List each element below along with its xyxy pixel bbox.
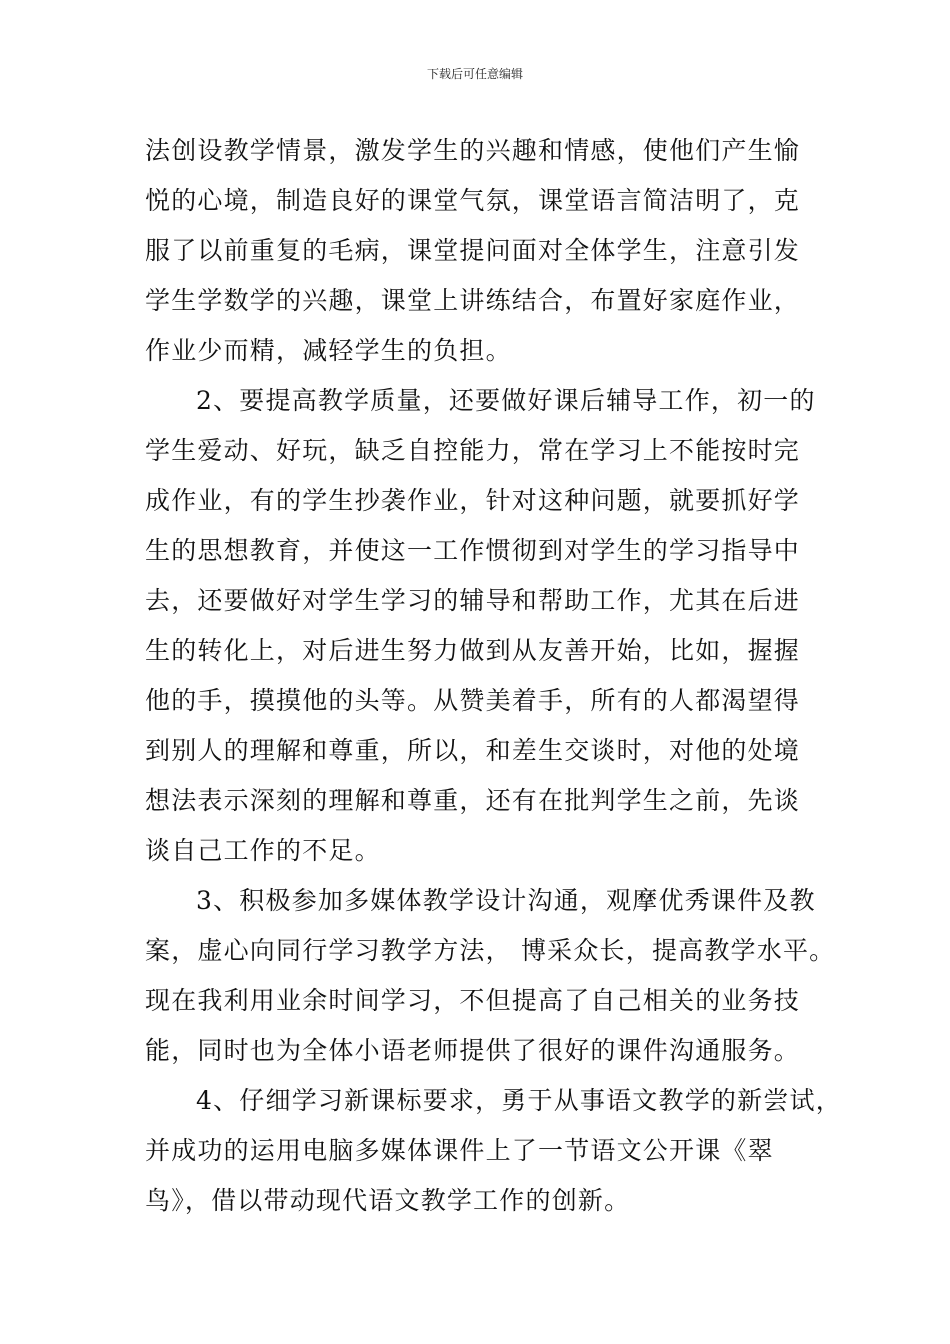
page-header: 下载后可任意编辑 <box>426 67 523 81</box>
text-line: 想法表示深刻的理解和尊重，还有在批判学生之前，先谈 <box>145 786 801 815</box>
paragraph-4-first-line: 4、仔细学习新课标要求，勇于从事语文教学的新尝试， <box>196 1086 842 1115</box>
text-line: 法创设教学情景，激发学生的兴趣和情感，使他们产生愉 <box>145 136 801 165</box>
text-line: 学生爱动、好玩，缺乏自控能力，常在学习上不能按时完 <box>145 436 801 465</box>
text-line: 学生学数学的兴趣，课堂上讲练结合，布置好家庭作业， <box>145 286 801 315</box>
text-line: 作业少而精，减轻学生的负担。 <box>145 336 512 365</box>
text-line: 案，虚心向同行学习教学方法， 博采众长，提高教学水平。 <box>145 936 836 965</box>
text-line: 他的手，摸摸他的头等。从赞美着手，所有的人都渴望得 <box>145 686 801 715</box>
text-line: 悦的心境，制造良好的课堂气氛，课堂语言简洁明了，克 <box>145 186 801 215</box>
text-line: 鸟》，借以带动现代语文教学工作的创新。 <box>145 1186 631 1215</box>
text-line: 服了以前重复的毛病，课堂提问面对全体学生，注意引发 <box>145 236 801 265</box>
paragraph-2-first-line: 2、要提高教学质量，还要做好课后辅导工作，初一的 <box>196 386 816 415</box>
text-line: 去，还要做好对学生学习的辅导和帮助工作，尤其在后进 <box>145 586 801 615</box>
text-line: 谈自己工作的不足。 <box>145 836 381 865</box>
paragraph-3-first-line: 3、积极参加多媒体教学设计沟通，观摩优秀课件及教 <box>196 886 816 915</box>
text-line: 生的思想教育，并使这一工作惯彻到对学生的学习指导中 <box>145 536 801 565</box>
text-line: 到别人的理解和尊重，所以，和差生交谈时，对他的处境 <box>145 736 801 765</box>
text-line: 生的转化上，对后进生努力做到从友善开始，比如，握握 <box>145 636 801 665</box>
text-line: 并成功的运用电脑多媒体课件上了一节语文公开课《翠 <box>145 1136 774 1165</box>
text-line: 能，同时也为全体小语老师提供了很好的课件沟通服务。 <box>145 1036 801 1065</box>
text-line: 成作业，有的学生抄袭作业，针对这种问题，就要抓好学 <box>145 486 801 515</box>
text-line: 现在我利用业余时间学习，不但提高了自己相关的业务技 <box>145 986 801 1015</box>
document-body <box>145 126 842 1226</box>
